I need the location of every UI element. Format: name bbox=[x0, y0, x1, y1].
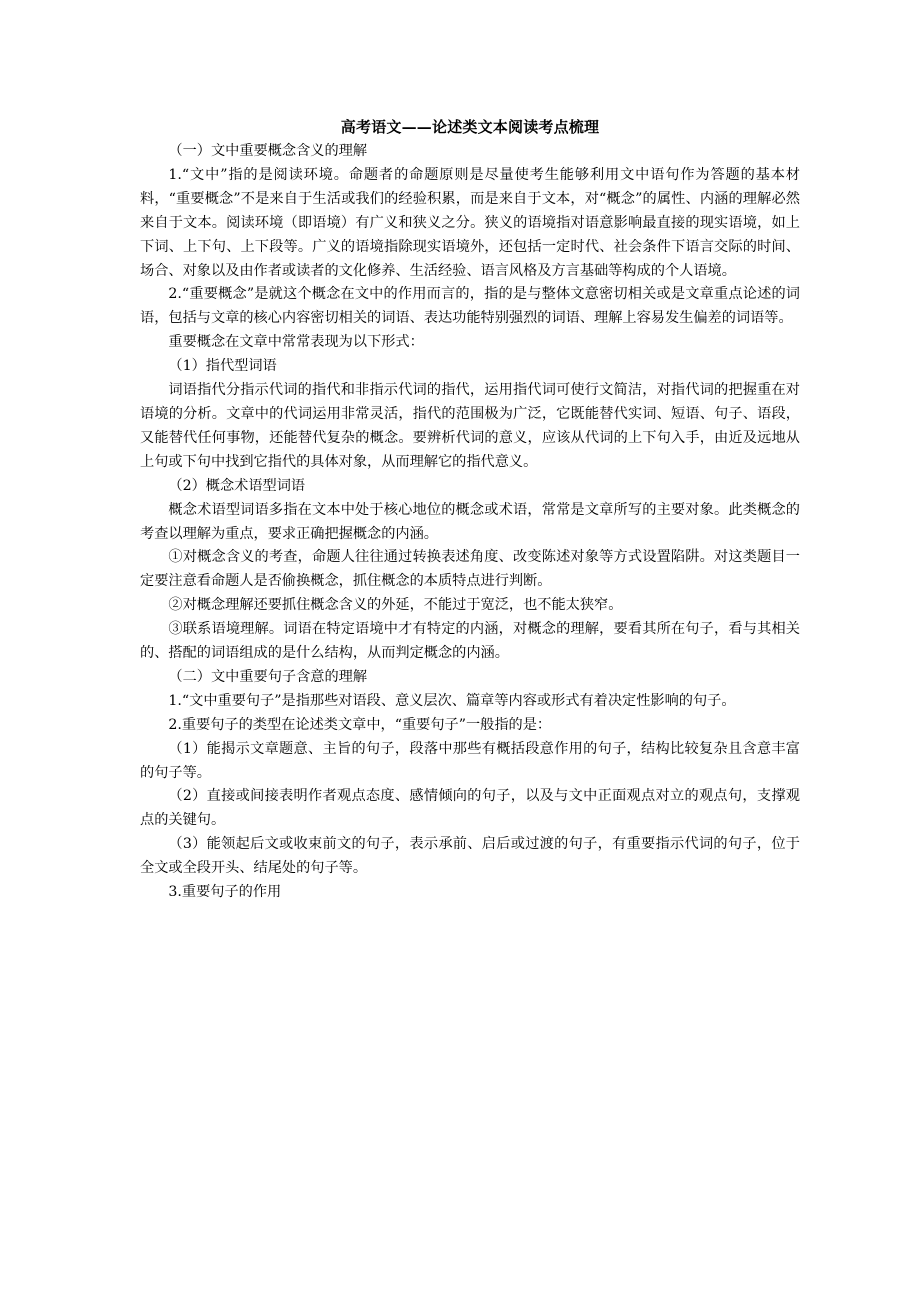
paragraph: （3）能领起后文或收束前文的句子，表示承前、启后或过渡的句子，有重要指示代词的句子，位于全文或全段开头、结尾处的句子等。 bbox=[140, 836, 800, 877]
paragraph: 3.重要句子的作用 bbox=[168, 884, 282, 901]
paragraph: （2）直接或间接表明作者观点态度、感情倾向的句子，以及与文中正面观点对立的观点句，支撑观点的关键句。 bbox=[140, 788, 800, 829]
section-heading-1: （一）文中重要概念含义的理解 bbox=[168, 143, 368, 159]
paragraph: 概念术语型词语多指在文本中处于核心地位的概念或术语，常常是文章所写的主要对象。此类概念的考查以理解为重点，要求正确把握概念的内涵。 bbox=[140, 501, 800, 542]
paragraph: 2.“重要概念”是就这个概念在文中的作用而言的，指的是与整体文意密切相关或是文章重点论述的词语，包括与文章的核心内容密切相关的词语、表达功能特别强烈的词语、理解上容易发生偏差的词语等。 bbox=[140, 286, 800, 327]
paragraph: ①对概念含义的考查，命题人往往通过转换表述角度、改变陈述对象等方式设置陷阱。对这类题目一定要注意看命题人是否偷换概念，抓住概念的本质特点进行判断。 bbox=[140, 549, 800, 590]
paragraph: ③联系语境理解。词语在特定语境中才有特定的内涵，对概念的理解，要看其所在句子，看与其相关的、搭配的词语组成的是什么结构，从而判定概念的内涵。 bbox=[140, 621, 800, 662]
paragraph: 词语指代分指示代词的指代和非指示代词的指代，运用指代词可使行文简洁，对指代词的把握重在对语境的分析。文章中的代词运用非常灵活，指代的范围极为广泛，它既能替代实词、短语、句子、语段，又能替代任何事物，还能替代复杂的概念。要辨析代词的意义，应该从代词的上下句入手，由近及远地从上句或下句中找到它指代的具体对象，从而理解它的指代意义。 bbox=[140, 382, 800, 470]
paragraph: 1.“文中”指的是阅读环境。命题者的命题原则是尽量使考生能够利用文中语句作为答题的基本材料，“重要概念”不是来自于生活或我们的经验积累，而是来自于文本，对“概念”的属性、内涵的理解必然来自于文本。阅读环境（即语境）有广义和狭义之分。狭义的语境指对语意影响最直接的现实语境，如上下词、上下句、上下段等。广义的语境指除现实语境外，还包括一定时代、社会条件下语言交际的时间、场合、对象以及由作者或读者的文化修养、生活经验、语言风格及方言基础等构成的个人语境。 bbox=[140, 166, 800, 279]
document-title: 高考语文——论述类文本阅读考点梳理 bbox=[340, 118, 600, 136]
sub-heading: （2）概念术语型词语 bbox=[168, 477, 306, 494]
sub-heading: （1）指代型词语 bbox=[168, 358, 277, 375]
paragraph: ②对概念理解还要抓住概念含义的外延，不能过于宽泛，也不能太狭窄。 bbox=[168, 597, 623, 614]
paragraph: 1.“文中重要句子”是指那些对语段、意义层次、篇章等内容或形式有着决定性影响的句子。 bbox=[168, 692, 736, 709]
section-heading-2: （二）文中重要句子含意的理解 bbox=[168, 668, 368, 685]
paragraph: 重要概念在文章中常常表现为以下形式： bbox=[168, 334, 424, 351]
paragraph: （1）能揭示文章题意、主旨的句子，段落中那些有概括段意作用的句子，结构比较复杂且含意丰富的句子等。 bbox=[140, 740, 800, 781]
document-page bbox=[140, 117, 800, 905]
paragraph: 2.重要句子的类型在论述类文章中，“重要句子”一般指的是： bbox=[168, 716, 552, 733]
